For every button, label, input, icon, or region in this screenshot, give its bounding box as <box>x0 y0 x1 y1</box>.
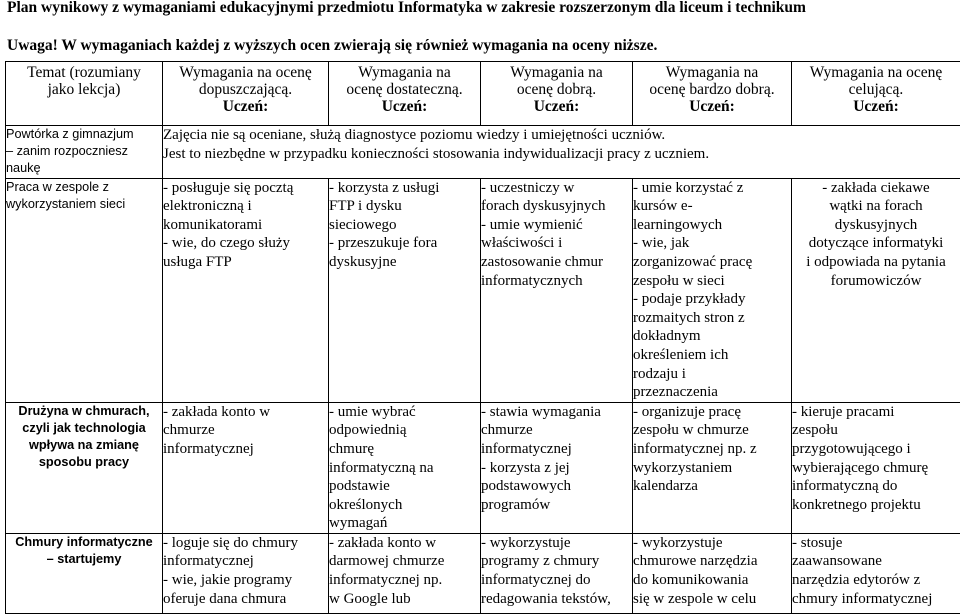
requirement-line: redagowania tekstów, <box>481 590 632 609</box>
header-line: Wymagania na <box>329 64 480 81</box>
requirement-line: zaawansowane <box>792 552 960 571</box>
requirement-line: podstawie <box>329 477 480 496</box>
requirement-line: przeznaczenia <box>633 383 791 402</box>
topic-line: Powtórka z gimnazjum <box>6 126 162 143</box>
requirement-line: - organizuje pracę <box>633 403 791 422</box>
requirement-line: zespołu <box>792 421 960 440</box>
requirement-line: właściwości i <box>481 234 632 253</box>
requirement-line: kursów e- <box>633 197 791 216</box>
requirement-line: elektroniczną i <box>163 197 328 216</box>
requirements-cell-grade-2 <box>163 178 329 402</box>
table-header-row <box>6 62 960 126</box>
requirements-cell-grade-5 <box>633 533 792 613</box>
requirement-line: - umie wymienić <box>481 216 632 235</box>
requirements-cell-grade-4 <box>481 533 633 613</box>
requirement-line: wymagań <box>329 514 480 533</box>
diagnostic-note-cell <box>163 126 960 179</box>
topic-line: naukę <box>6 160 162 177</box>
header-line: ocenę dobrą. <box>481 81 632 98</box>
requirement-line: informatyczną na <box>329 459 480 478</box>
requirement-line: i odpowiada na pytania <box>792 253 960 272</box>
requirement-line: informatycznych <box>481 272 632 291</box>
requirement-line: - zakłada konto w <box>329 534 480 553</box>
requirement-line: wybierającego chmurę <box>792 459 960 478</box>
requirement-line: - umie wybrać <box>329 403 480 422</box>
topic-line: Drużyna w chmurach, <box>6 403 162 420</box>
header-grade-3 <box>329 62 481 126</box>
requirement-line: - podaje przykłady <box>633 290 791 309</box>
requirement-line: learningowych <box>633 216 791 235</box>
topic-line: wpływa na zmianę <box>6 437 162 454</box>
topic-cell <box>6 402 163 533</box>
requirement-line: FTP i dysku <box>329 197 480 216</box>
requirement-line: informatycznej np. z <box>633 440 791 459</box>
requirement-line: - uczestniczy w <box>481 179 632 198</box>
requirement-line: chmurę <box>329 440 480 459</box>
header-line: Wymagania na ocenę <box>792 64 960 81</box>
requirement-line: informatycznej <box>481 440 632 459</box>
requirement-line: wątki na forach <box>792 197 960 216</box>
requirement-line: - wie, jakie programy <box>163 571 328 590</box>
requirement-line: informatycznej do <box>481 571 632 590</box>
requirement-line: - wykorzystuje <box>633 534 791 553</box>
requirement-line: usługa FTP <box>163 253 328 272</box>
requirement-line: zespołu w chmurze <box>633 421 791 440</box>
diagnostic-note-line: Zajęcia nie są oceniane, służą diagnostyce poziomu wiedzy i umiejętności uczniów. <box>163 126 960 145</box>
diagnostic-note-line: Jest to niezbędne w przypadku konieczności stosowania indywidualizacji pracy z uczniem. <box>163 145 960 164</box>
table-row-review <box>6 126 960 179</box>
requirement-line: kalendarza <box>633 477 791 496</box>
grade-requirements-table <box>5 61 960 614</box>
requirement-line: się w zespole w celu <box>633 590 791 609</box>
header-student-label: Uczeń: <box>163 98 328 115</box>
requirement-line: darmowej chmurze <box>329 552 480 571</box>
requirement-line: informatycznej np. <box>329 571 480 590</box>
requirement-line: zorganizować pracę <box>633 253 791 272</box>
requirement-line: - stawia wymagania <box>481 403 632 422</box>
requirements-cell-grade-2 <box>163 402 329 533</box>
requirement-line: przygotowującego i <box>792 440 960 459</box>
requirements-cell-grade-2 <box>163 533 329 613</box>
requirement-line: wykorzystaniem <box>633 459 791 478</box>
requirement-line: chmurze <box>163 421 328 440</box>
requirements-cell-grade-6 <box>792 533 960 613</box>
header-topic <box>6 62 163 126</box>
requirement-line: sieciowego <box>329 216 480 235</box>
requirement-line: informatyczną do <box>792 477 960 496</box>
header-line: Wymagania na ocenę <box>163 64 328 81</box>
requirements-cell-grade-6 <box>792 178 960 402</box>
requirements-cell-grade-5 <box>633 178 792 402</box>
requirement-line: konkretnego projektu <box>792 496 960 515</box>
header-topic-line: Temat (rozumiany <box>6 64 162 81</box>
header-student-label: Uczeń: <box>792 98 960 115</box>
requirement-line: dotyczące informatyki <box>792 234 960 253</box>
header-student-label: Uczeń: <box>481 98 632 115</box>
requirement-line: określeniem ich <box>633 346 791 365</box>
topic-line: – zanim rozpoczniesz <box>6 143 162 160</box>
requirement-line: dokładnym <box>633 327 791 346</box>
document-note: Uwaga! W wymaganiach każdej z wyższych ocen zwierają się również wymagania na oceny niższe. <box>7 37 657 55</box>
requirement-line: odpowiednią <box>329 421 480 440</box>
topic-cell <box>6 178 163 402</box>
topic-line: Chmury informatyczne <box>6 534 162 551</box>
requirements-cell-grade-3 <box>329 533 481 613</box>
topic-line: wykorzystaniem sieci <box>6 196 162 213</box>
requirements-cell-grade-6 <box>792 402 960 533</box>
requirement-line: w Google lub <box>329 590 480 609</box>
requirement-line: narzędzia edytorów z <box>792 571 960 590</box>
header-student-label: Uczeń: <box>633 98 791 115</box>
header-grade-2 <box>163 62 329 126</box>
topic-line: czyli jak technologia <box>6 420 162 437</box>
topic-cell <box>6 126 163 179</box>
requirement-line: - wykorzystuje <box>481 534 632 553</box>
requirement-line: oferuje dana chmura <box>163 590 328 609</box>
requirement-line: określonych <box>329 496 480 515</box>
requirement-line: dyskusyjnych <box>792 216 960 235</box>
requirement-line: - posługuje się pocztą <box>163 179 328 198</box>
requirement-line: rodzaju i <box>633 365 791 384</box>
requirement-line: - wie, jak <box>633 234 791 253</box>
requirement-line: - kieruje pracami <box>792 403 960 422</box>
requirement-line: rozmaitych stron z <box>633 309 791 328</box>
header-grade-4 <box>481 62 633 126</box>
requirement-line: informatycznej <box>163 440 328 459</box>
header-line: dopuszczającą. <box>163 81 328 98</box>
requirement-line: - korzysta z usługi <box>329 179 480 198</box>
requirement-line: chmurowe narzędzia <box>633 552 791 571</box>
header-line: celującą. <box>792 81 960 98</box>
requirements-cell-grade-3 <box>329 178 481 402</box>
table-row-cloud-team <box>6 402 960 533</box>
requirement-line: do komunikowania <box>633 571 791 590</box>
requirements-cell-grade-4 <box>481 402 633 533</box>
header-student-label: Uczeń: <box>329 98 480 115</box>
requirement-line: podstawowych <box>481 477 632 496</box>
topic-cell <box>6 533 163 613</box>
requirement-line: forach dyskusyjnych <box>481 197 632 216</box>
header-line: Wymagania na <box>481 64 632 81</box>
requirement-line: dyskusyjne <box>329 253 480 272</box>
table-row-network-teamwork <box>6 178 960 402</box>
requirement-line: programy z chmury <box>481 552 632 571</box>
requirement-line: chmurze <box>481 421 632 440</box>
requirement-line: zastosowanie chmur <box>481 253 632 272</box>
requirement-line: komunikatorami <box>163 216 328 235</box>
requirement-line: - stosuje <box>792 534 960 553</box>
requirement-line: programów <box>481 496 632 515</box>
requirements-cell-grade-3 <box>329 402 481 533</box>
requirement-line: - zakłada ciekawe <box>792 179 960 198</box>
header-grade-5 <box>633 62 792 126</box>
topic-line: – startujemy <box>6 551 162 568</box>
requirement-line: informatycznej <box>163 552 328 571</box>
requirement-line: chmury informatycznej <box>792 590 960 609</box>
header-line: ocenę dostateczną. <box>329 81 480 98</box>
requirement-line: forumowiczów <box>792 272 960 291</box>
requirement-line: - zakłada konto w <box>163 403 328 422</box>
requirement-line: - korzysta z jej <box>481 459 632 478</box>
requirement-line: - umie korzystać z <box>633 179 791 198</box>
topic-line: sposobu pracy <box>6 454 162 471</box>
header-grade-6 <box>792 62 960 126</box>
requirement-line: - wie, do czego służy <box>163 234 328 253</box>
requirement-line: - loguje się do chmury <box>163 534 328 553</box>
header-topic-line: jako lekcja) <box>6 81 162 98</box>
topic-line: Praca w zespole z <box>6 179 162 196</box>
requirements-cell-grade-4 <box>481 178 633 402</box>
header-line: Wymagania na <box>633 64 791 81</box>
table-row-cloud-start <box>6 533 960 613</box>
document-title: Plan wynikowy z wymaganiami edukacyjnymi przedmiotu Informatyka w zakresie rozszerzonym dla liceum i technikum <box>7 0 806 17</box>
requirement-line: - przeszukuje fora <box>329 234 480 253</box>
requirement-line: zespołu w sieci <box>633 272 791 291</box>
requirements-cell-grade-5 <box>633 402 792 533</box>
header-line: ocenę bardzo dobrą. <box>633 81 791 98</box>
